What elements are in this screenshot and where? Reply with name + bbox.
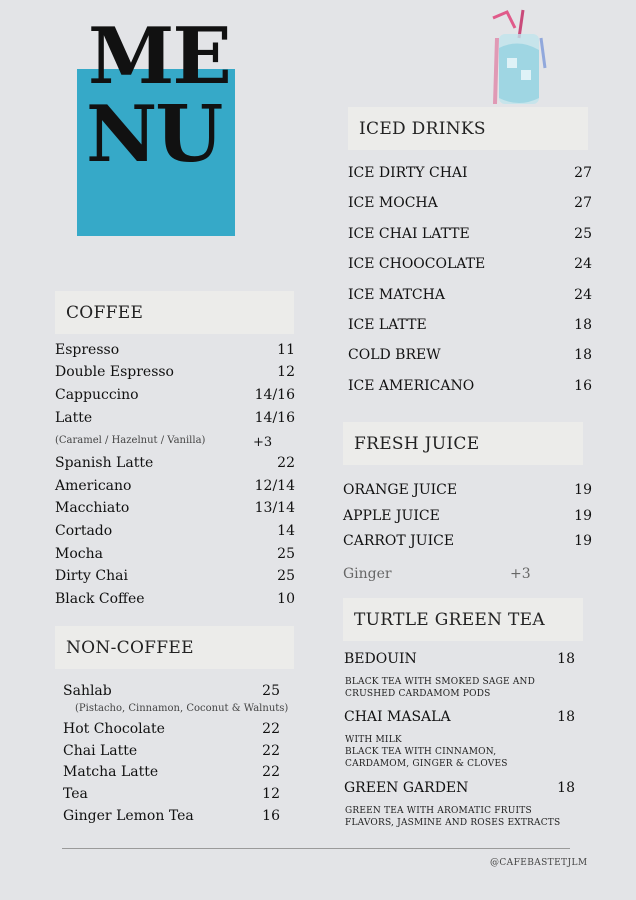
turtle-green-tea-heading-text: TURTLE GREEN TEA: [354, 609, 545, 630]
menu-item-price: 16: [262, 808, 280, 824]
menu-item-price: 14/16: [254, 410, 295, 426]
menu-item-name: Cappuccino: [55, 387, 139, 403]
menu-item-description: BLACK TEA WITH SMOKED SAGE AND: [345, 677, 536, 687]
menu-item-description: FLAVORS, JASMINE AND ROSES EXTRACTS: [345, 818, 561, 828]
instagram-handle: @CAFEBASTETJLM: [490, 858, 588, 868]
menu-item-price: 22: [277, 455, 295, 471]
coffee-heading: [55, 291, 294, 334]
menu-item-name: ICE CHAI LATTE: [348, 226, 470, 242]
menu-item-price: 25: [574, 226, 592, 242]
menu-item-name: CHAI MASALA: [344, 709, 451, 725]
menu-item-name: BEDOUIN: [344, 651, 417, 667]
menu-item-name: ICE CHOOCOLATE: [348, 256, 486, 272]
menu-item-name: Latte: [55, 410, 93, 426]
menu-item-name: Ginger: [343, 566, 392, 582]
menu-item-price: 14: [277, 523, 295, 539]
menu-title-line2: NU: [86, 89, 222, 180]
menu-item-price: 19: [574, 508, 592, 524]
menu-item-name: Black Coffee: [55, 591, 145, 607]
menu-item-name: CARROT JUICE: [343, 533, 455, 549]
menu-item-price: 25: [277, 568, 295, 584]
menu-item-price: 22: [262, 764, 280, 780]
menu-item-price: 22: [262, 721, 280, 737]
menu-item-price: 22: [262, 743, 280, 759]
menu-item-name: Sahlab: [63, 683, 112, 699]
menu-item-name: COLD BREW: [348, 347, 441, 363]
menu-item-name: Mocha: [55, 546, 103, 562]
menu-item-price: 12: [262, 786, 280, 802]
menu-item-name: Ginger Lemon Tea: [63, 808, 194, 824]
menu-item-description: GREEN TEA WITH AROMATIC FRUITS: [345, 806, 532, 816]
menu-item-name: Dirty Chai: [55, 568, 128, 584]
menu-item-description: BLACK TEA WITH CINNAMON,: [345, 747, 497, 757]
fresh-juice-heading: [343, 422, 583, 465]
menu-item-name: Macchiato: [55, 500, 130, 516]
menu-item-name: Americano: [55, 478, 132, 494]
menu-item-price: 24: [574, 256, 592, 272]
turtle-green-tea-heading: [343, 598, 583, 641]
menu-item-name: Chai Latte: [63, 743, 138, 759]
menu-item-name: Espresso: [55, 342, 120, 358]
menu-item-price: +3: [253, 435, 273, 450]
non-coffee-heading-text: NON-COFFEE: [66, 637, 194, 658]
menu-item-name: (Pistacho, Cinnamon, Coconut & Walnuts): [75, 703, 289, 714]
menu-item-price: 25: [277, 546, 295, 562]
menu-item-description: WITH MILK: [345, 735, 402, 745]
footer-divider: [62, 848, 570, 849]
non-coffee-heading: [55, 626, 294, 669]
menu-item-price: 12/14: [254, 478, 295, 494]
menu-title-line1: ME: [88, 11, 230, 102]
menu-item-name: Cortado: [55, 523, 113, 539]
iced-drinks-heading: [348, 107, 588, 150]
menu-item-price: 11: [277, 342, 295, 358]
menu-item-description: CARDAMOM, GINGER & CLOVES: [345, 759, 508, 769]
menu-item-name: ICE DIRTY CHAI: [348, 165, 468, 181]
menu-item-price: 18: [574, 317, 592, 333]
menu-item-name: GREEN GARDEN: [344, 780, 469, 796]
menu-item-price: 12: [277, 364, 295, 380]
menu-item-name: Hot Chocolate: [63, 721, 165, 737]
menu-item-price: 27: [574, 165, 592, 181]
menu-item-price: 18: [557, 651, 575, 667]
menu-item-price: 10: [277, 591, 295, 607]
menu-item-name: ICE MATCHA: [348, 287, 445, 303]
menu-item-name: ICE LATTE: [348, 317, 427, 333]
menu-item-name: ICE AMERICANO: [348, 378, 475, 394]
fresh-juice-heading-text: FRESH JUICE: [354, 433, 480, 454]
menu-item-price: 19: [574, 533, 592, 549]
menu-item-name: Double Espresso: [55, 364, 174, 380]
coffee-heading-text: COFFEE: [66, 302, 144, 323]
menu-item-price: 19: [574, 482, 592, 498]
menu-item-name: ORANGE JUICE: [343, 482, 458, 498]
menu-item-price: 13/14: [254, 500, 295, 516]
iced-drink-illustration: [485, 8, 555, 108]
menu-item-price: 24: [574, 287, 592, 303]
menu-item-name: (Caramel / Hazelnut / Vanilla): [55, 435, 206, 446]
menu-item-price: 14/16: [254, 387, 295, 403]
menu-item-name: Spanish Latte: [55, 455, 154, 471]
iced-drinks-heading-text: ICED DRINKS: [359, 118, 486, 139]
menu-item-price: 18: [574, 347, 592, 363]
menu-item-price: 27: [574, 195, 592, 211]
menu-item-description: CRUSHED CARDAMOM PODS: [345, 689, 491, 699]
menu-item-name: Matcha Latte: [63, 764, 159, 780]
menu-item-price: 18: [557, 709, 575, 725]
menu-item-price: 25: [262, 683, 280, 699]
menu-item-name: Tea: [63, 786, 88, 802]
menu-item-price: 18: [557, 780, 575, 796]
menu-item-price: +3: [510, 566, 531, 582]
menu-item-price: 16: [574, 378, 592, 394]
menu-item-name: ICE MOCHA: [348, 195, 438, 211]
menu-item-name: APPLE JUICE: [343, 508, 440, 524]
